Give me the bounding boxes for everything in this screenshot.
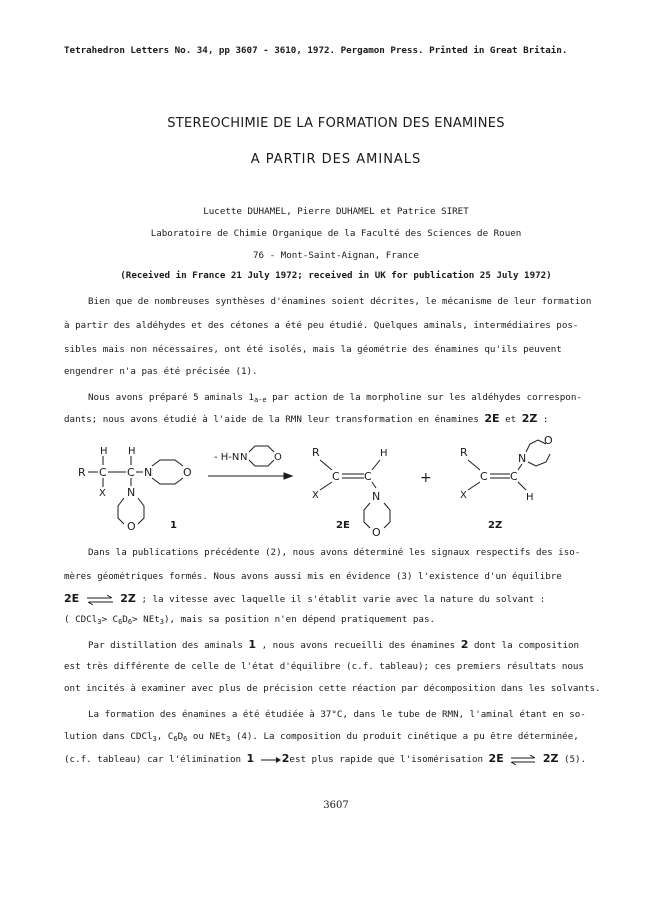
aminal-h2: H — [128, 446, 136, 457]
paragraph-5-line-3: (c.f. tableau) car l'élimination 1 2est plus rapide que l'isomérisation 2E 2Z (5). — [64, 752, 587, 765]
equilibrium-arrows-icon-2 — [509, 755, 537, 765]
paragraph-1-line-4: engendrer n'a pas été précisée (1). — [64, 366, 258, 377]
aminal-c1: C — [99, 466, 107, 479]
paragraph-1-line-1: Bien que de nombreuses synthèses d'énamines soient décrites, le mécanisme de leur formation — [88, 296, 592, 307]
received-dates: (Received in France 21 July 1972; received in UK for publication 25 July 1972) — [120, 270, 552, 281]
paragraph-2-line-1: Nous avons préparé 5 aminals $1_{a-e}$ par action de la morpholine sur les aldéhydes correspon- — [88, 392, 582, 404]
enamine-2e-structure — [312, 446, 390, 539]
paragraph-4-line-3: ont incités à examiner avec plus de précision cette réaction par décomposition dans les solvants. — [64, 683, 601, 694]
paragraph-3-line-2: mères géométriques formés. Nous avons aussi mis en évidence (3) l'existence d'un équilibre — [64, 571, 562, 582]
enamine-2e-c1: C — [332, 470, 340, 483]
enamine-2z-c2: C — [510, 470, 518, 483]
aminal-h1: H — [100, 446, 108, 457]
equilibrium-2z: 2Z — [120, 592, 136, 605]
reaction-arrow — [208, 446, 292, 479]
paragraph-2-line-2: dants; nous avons étudié à l'aide de la RMN leur transformation en énamines 2E et 2Z : — [64, 412, 549, 425]
page-number: 3607 — [323, 800, 349, 811]
enamine-2z-x: X — [460, 490, 467, 501]
aminal-o-right: O — [183, 466, 192, 479]
compound-label-1: 1 — [170, 520, 177, 531]
paragraph-4-line-2: est très différente de celle de l'état d'équilibre (c.f. tableau); ces premiers résultats nous — [64, 661, 584, 672]
compound-label-2e: 2E — [336, 520, 350, 531]
aminal-1-structure — [78, 446, 192, 533]
authors: Lucette DUHAMEL, Pierre DUHAMEL et Patrice SIRET — [203, 206, 469, 217]
compound-label-2z: 2Z — [488, 520, 503, 531]
enamine-2z-c1: C — [480, 470, 488, 483]
enamine-2z-h: H — [526, 492, 534, 503]
title-line-1: STEREOCHIMIE DE LA FORMATION DES ENAMINES — [167, 116, 505, 131]
enamine-2e-c2: C — [364, 470, 372, 483]
enamine-2e-o: O — [372, 526, 381, 539]
journal-header: Tetrahedron Letters No. 34, pp 3607 - 3610, 1972. Pergamon Press. Printed in Great Britain. — [64, 45, 568, 56]
title-line-2: A PARTIR DES AMINALS — [250, 152, 422, 167]
aminal-n-right: N — [144, 466, 153, 479]
paragraph-5-line-1: La formation des énamines a été étudiée à 37°C, dans le tube de RMN, l'aminal étant en so- — [88, 709, 586, 720]
paragraph-4-line-1: Par distillation des aminals 1 , nous avons recueilli des énamines 2 dont la composition — [88, 638, 580, 651]
paragraph-1-line-2: à partir des aldéhydes et des cétones a été peu étudié. Quelques aminals, intermédiaires pos- — [64, 320, 579, 331]
equilibrium-arrows-icon — [85, 595, 115, 605]
arrow-label: - H-N — [214, 452, 240, 463]
enamine-2z-n: N — [518, 452, 527, 465]
paragraph-5-line-2: lution dans CDCl$_3$, $C_6D_6$ ou NEt$_3$ (4). La composition du produit cinétique a pu être déterminée, — [64, 731, 579, 743]
aminal-x: X — [99, 488, 106, 499]
equilibrium-2e: 2E — [64, 592, 80, 605]
reaction-scheme — [0, 430, 672, 540]
enamine-2e-r: R — [312, 446, 320, 459]
aminal-c2: C — [127, 466, 135, 479]
enamine-2e-x: X — [312, 490, 319, 501]
morpholine-n: N — [240, 452, 248, 463]
paragraph-3-line-3: 2E 2Z ; la vitesse avec laquelle il s'établit varie avec la nature du solvant : — [64, 592, 546, 605]
plus-sign: + — [420, 470, 432, 486]
enamine-2e-h: H — [380, 448, 388, 459]
paragraph-3-line-1: Dans la publications précédente (2), nous avons déterminé les signaux respectifs des iso- — [88, 547, 581, 558]
enamine-2z-o: O — [544, 434, 553, 447]
address: 76 - Mont-Saint-Aignan, France — [253, 250, 419, 261]
morpholine-o: O — [274, 452, 282, 463]
reaction-arrow-icon — [260, 756, 282, 764]
affiliation: Laboratoire de Chimie Organique de la Faculté des Sciences de Rouen — [150, 228, 522, 239]
enamine-2e-n: N — [372, 490, 381, 503]
aminal-r: R — [78, 466, 86, 479]
aminal-o-bottom: O — [127, 520, 136, 533]
enamine-2z-structure — [460, 434, 553, 531]
paragraph-1-line-3: sibles mais non nécessaires, ont été isolés, mais la géométrie des énamines qu'ils peuvent — [64, 344, 562, 355]
aminal-n-bottom: N — [127, 486, 136, 499]
enamine-2z-r: R — [460, 446, 468, 459]
paragraph-3-line-4: ( CDCl$_3$> $C_6D_6> NEt_3$), mais sa position n'en dépend pratiquement pas. — [64, 614, 436, 626]
